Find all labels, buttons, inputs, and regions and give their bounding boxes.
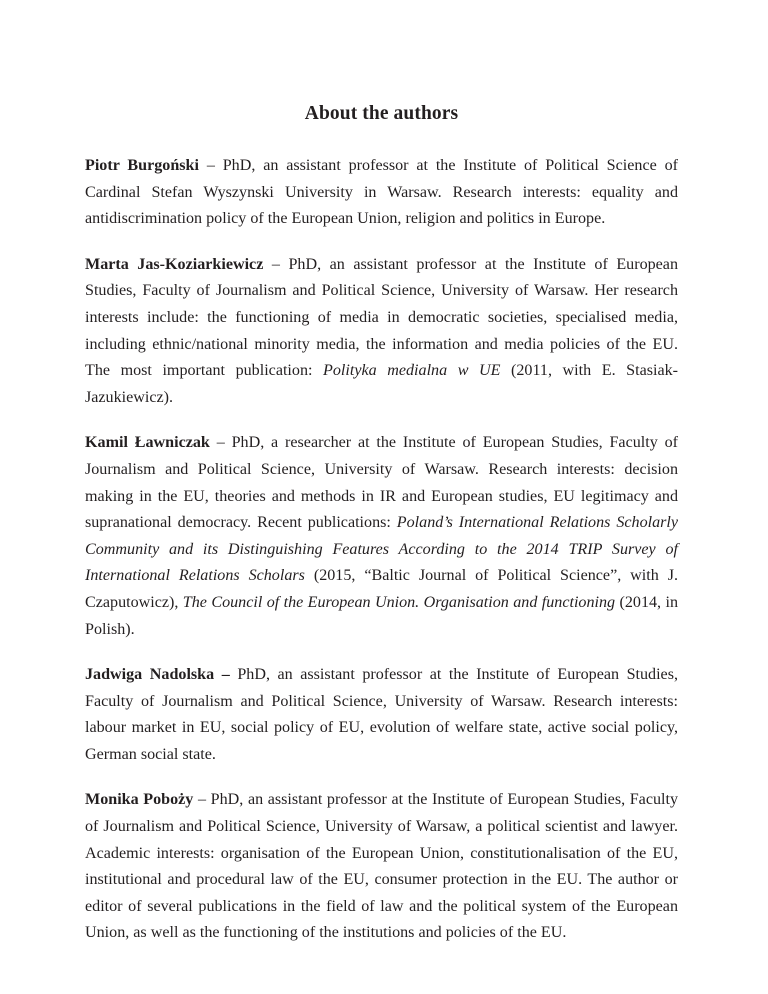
author-name: Monika Poboży [85,791,194,809]
page-content [85,102,678,966]
author-bio-nadolska [85,662,678,768]
name-separator: – [263,255,289,273]
author-name: Jadwiga Nadolska – [85,666,230,684]
author-description: PhD, a researcher at the Institute of European Studies, Faculty of Journalism and Political Science, University of Warsaw. Research interests: decision making in the EU, theories and methods in IR and European studies, EU legitimacy and supranational democracy. Recent publications: [85,434,678,532]
publication-details: (2014, in Polish). [85,593,678,638]
author-description: PhD, an assistant professor at the Institute of Political Science of Cardinal Stefan Wyszynski University in Warsaw. Research interests: equality and antidiscrimination policy of the European Union, religion and politics in Europe. [85,157,678,228]
author-description: PhD, an assistant professor at the Institute of European Studies, Faculty of Journalism and Political Science, University of Warsaw, a political scientist and lawyer. Academic interests: organisation of the European Union, constitutionalisation of the EU, institutional and procedural law of the EU, consumer protection in the EU. The author or editor of several publications in the field of law and the political system of the European Union, as well as the functioning of the institutions and policies of the EU. [85,791,679,942]
name-separator: – [209,434,232,452]
author-description: PhD, an assistant professor at the Institute of European Studies, Faculty of Journalism and Political Science, University of Warsaw. Her research interests include: the functioning of media in democratic societies, specialised media, including ethnic/national minority media, the information and media policies of the EU. The most important publication: [85,255,679,380]
name-separator: – [193,791,211,809]
publication-title: The Council of the European Union. Organisation and functioning [182,593,616,611]
author-bio-lawniczak [85,430,678,643]
author-bio-burgonski [85,153,678,233]
publication-details: (2011, with E. Stasiak-Jazukiewicz). [85,362,678,406]
author-bio-jas-koziarkiewicz [85,252,678,412]
author-description: PhD, an assistant professor at the Institute of European Studies, Faculty of Journalism and Political Science, University of Warsaw. Research interests: labour market in EU, social policy of EU, evolution of welfare state, active social policy, German social state. [85,666,678,763]
author-bio-pobozy [85,787,678,947]
publication-details: (2015, “Baltic Journal of Political Science”, with J. Czaputowicz), [85,567,678,611]
author-name: Kamil Ławniczak [85,434,210,452]
author-name: Marta Jas-Koziarkiewicz [85,255,264,273]
name-separator: – [198,157,223,174]
author-name: Piotr Burgoński [85,157,199,174]
publication-title: Polityka medialna w UE [323,362,501,380]
publication-title: Poland’s International Relations Scholarly Community and its Distinguishing Features According to the 2014 TRIP Survey of International Relations Scholars [85,514,679,585]
page-title: About the authors [304,103,459,124]
